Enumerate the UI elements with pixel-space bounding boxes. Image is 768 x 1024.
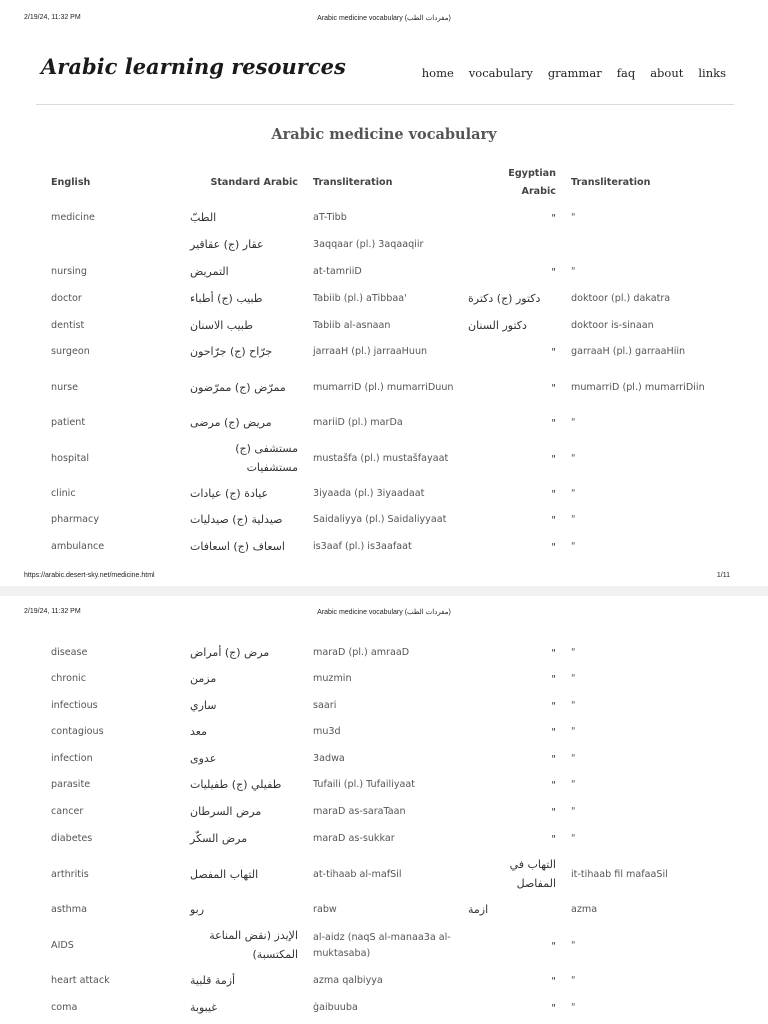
table-row: [0, 410, 768, 437]
cell-standard-arabic: الإيدز (نقض المناعة المكتسبة): [209, 929, 298, 961]
cell-transliteration: mumarriD (pl.) mumarriDuun: [313, 381, 454, 393]
col-egyptian-label: Egyptian Arabic: [508, 167, 556, 197]
cell-transliteration: muzmin: [313, 673, 352, 685]
table-row: [0, 437, 768, 481]
cell-egyptian-arabic: ": [551, 266, 556, 278]
cell-transliteration: at-tamriiD: [313, 265, 362, 277]
cell-transliteration: Saidaliyya (pl.) Saidaliyyaat: [313, 514, 447, 526]
table-row: [0, 481, 768, 507]
cell-transliteration: ġaibuuba: [313, 1002, 358, 1014]
cell-standard-arabic: طبيب (ج) أطباء: [190, 292, 263, 306]
cell-english: chronic: [51, 673, 86, 685]
table-row: [0, 897, 768, 924]
cell-egyptian-transliteration: ": [571, 939, 576, 951]
table-row: [0, 640, 768, 666]
cell-egyptian-arabic: دكتور (ج) دكترة: [468, 292, 541, 306]
cell-transliteration: maraD as-sukkar: [313, 833, 395, 845]
page-title: Arabic medicine vocabulary: [271, 126, 497, 143]
table-row: [0, 746, 768, 772]
cell-standard-arabic: طفيلي (ج) طفيليات: [190, 778, 282, 792]
print-page-number: 1/11: [716, 572, 730, 579]
cell-transliteration: at-tihaab al-mafSil: [313, 868, 402, 880]
nav-links[interactable]: links: [698, 66, 726, 80]
cell-standard-arabic: أزمة قلبية: [190, 974, 236, 988]
table-row: [0, 968, 768, 995]
main-nav: [422, 66, 726, 80]
cell-transliteration: al-aidz (naqS al-manaa3a al-muktasaba): [313, 931, 451, 959]
table-row: [0, 799, 768, 826]
cell-standard-arabic: عيادة (ج) عيادات: [190, 486, 269, 500]
table-row: [0, 313, 768, 339]
cell-egyptian-transliteration: ": [571, 699, 576, 711]
cell-english: pharmacy: [51, 514, 100, 526]
cell-transliteration: aT-Tibb: [313, 212, 347, 224]
print-datetime: 2/19/24, 11:32 PM: [24, 14, 81, 21]
cell-standard-arabic: التمريض: [190, 264, 229, 278]
table-row: [0, 534, 768, 560]
cell-egyptian-arabic: ": [551, 488, 556, 500]
cell-transliteration: mu3d: [313, 726, 341, 738]
print-doc-title: Arabic medicine vocabulary (مفردات الطب): [317, 609, 451, 616]
cell-egyptian-arabic: دكتور السنان: [468, 318, 527, 332]
cell-standard-arabic: ربو: [190, 903, 205, 917]
cell-egyptian-arabic: ": [551, 347, 556, 358]
cell-egyptian-transliteration: garraaH (pl.) garraaHiin: [571, 346, 686, 358]
cell-egyptian-arabic: ": [551, 453, 556, 465]
table-row: [0, 826, 768, 853]
cell-egyptian-transliteration: doktoor (pl.) dakatra: [571, 293, 671, 305]
cell-transliteration: 3adwa: [313, 752, 345, 764]
cell-standard-arabic: ممرّض (ج) ممرّضون: [190, 380, 286, 394]
cell-egyptian-transliteration: ": [571, 452, 576, 464]
cell-egyptian-arabic: ": [551, 727, 556, 738]
cell-egyptian-arabic: ": [551, 382, 556, 394]
table-row: [0, 666, 768, 693]
cell-transliteration: Tufaili (pl.) Tufailiyaat: [313, 779, 416, 791]
cell-egyptian-arabic: ": [551, 647, 556, 659]
cell-transliteration: jarraaH (pl.) jarraaHuun: [313, 346, 428, 358]
table-row: [0, 286, 768, 313]
table-row: [0, 853, 768, 897]
cell-english: infectious: [51, 699, 98, 711]
cell-egyptian-transliteration: ": [571, 806, 576, 818]
table-row: [0, 995, 768, 1022]
cell-egyptian-transliteration: ": [571, 975, 576, 987]
cell-transliteration: rabw: [313, 904, 337, 916]
table-row: [0, 258, 768, 286]
cell-standard-arabic: الطبّ: [190, 211, 217, 225]
print-doc-title: Arabic medicine vocabulary (مفردات الطب): [317, 15, 451, 22]
cell-english: doctor: [51, 293, 82, 305]
nav-grammar[interactable]: grammar: [547, 66, 602, 80]
cell-egyptian-transliteration: ": [571, 752, 576, 764]
cell-egyptian-arabic: ": [551, 834, 556, 845]
cell-egyptian-arabic: ": [551, 418, 556, 429]
nav-vocabulary[interactable]: vocabulary: [468, 66, 533, 80]
cell-english: asthma: [51, 904, 87, 916]
cell-egyptian-transliteration: ": [571, 487, 576, 499]
header-divider: [36, 104, 734, 105]
vocab-table-page-2: [0, 640, 768, 1022]
nav-home[interactable]: home: [421, 66, 454, 80]
cell-egyptian-transliteration: ": [571, 673, 576, 685]
table-header-row: [0, 162, 768, 204]
cell-english: contagious: [51, 726, 104, 738]
cell-transliteration: Tabiib al-asnaan: [313, 319, 391, 331]
cell-english: dentist: [51, 319, 85, 331]
cell-english: AIDS: [51, 939, 74, 951]
cell-egyptian-arabic: ": [551, 541, 556, 553]
table-row: [0, 924, 768, 968]
cell-standard-arabic: طبيب الاسنان: [190, 318, 253, 332]
cell-standard-arabic: مرض (ج) أمراض: [190, 645, 270, 659]
col-english: English: [51, 176, 91, 188]
cell-egyptian-transliteration: ": [571, 833, 576, 845]
cell-english: clinic: [51, 487, 76, 499]
cell-egyptian-transliteration: doktoor is-sinaan: [571, 319, 654, 331]
cell-egyptian-transliteration: ": [571, 514, 576, 526]
cell-english: arthritis: [51, 868, 89, 880]
cell-transliteration: maraD as-saraTaan: [313, 806, 406, 818]
col-transliteration: Transliteration: [313, 176, 393, 188]
print-url: https://arabic.desert-sky.net/medicine.html: [24, 572, 155, 579]
cell-egyptian-transliteration: ": [571, 212, 576, 224]
table-row: [0, 693, 768, 719]
table-row: [0, 772, 768, 799]
cell-english: nurse: [51, 381, 79, 393]
cell-standard-arabic: مرض السرطان: [190, 805, 262, 819]
col-transliteration-egyptian: Transliteration: [571, 176, 651, 188]
cell-english: [51, 233, 191, 258]
cell-english: disease: [51, 646, 88, 658]
cell-transliteration: mustašfa (pl.) mustašfayaat: [313, 452, 449, 464]
cell-english: hospital: [51, 452, 90, 464]
cell-english: coma: [51, 1002, 78, 1014]
cell-standard-arabic: التهاب المفصل: [190, 867, 259, 881]
cell-english: parasite: [51, 779, 91, 791]
vocab-table-page-1: [0, 162, 768, 560]
cell-english: diabetes: [51, 833, 93, 845]
table-row: [0, 233, 768, 258]
cell-transliteration: saari: [313, 699, 337, 711]
cell-transliteration: maraD (pl.) amraaD: [313, 646, 410, 658]
cell-standard-arabic: ساري: [190, 698, 217, 712]
cell-egyptian-arabic: ": [551, 674, 556, 685]
cell-standard-arabic: معد: [190, 725, 207, 739]
table-row: [0, 719, 768, 746]
cell-egyptian-transliteration: ": [571, 646, 576, 658]
cell-egyptian-arabic: ": [551, 780, 556, 791]
cell-english: surgeon: [51, 346, 90, 358]
site-title[interactable]: Arabic learning resources: [41, 54, 346, 79]
cell-standard-arabic: مزمن: [190, 672, 217, 686]
cell-egyptian-arabic: ": [551, 1003, 556, 1014]
cell-transliteration: mariiD (pl.) marDa: [313, 417, 403, 429]
cell-egyptian-transliteration: ": [571, 265, 576, 277]
cell-egyptian-transliteration: it-tihaab fil mafaaSil: [571, 868, 668, 880]
cell-egyptian-transliteration: mumarriD (pl.) mumarriDiin: [571, 381, 705, 393]
cell-english: ambulance: [51, 540, 105, 552]
cell-standard-arabic: صيدلية (ج) صيدليات: [190, 513, 283, 527]
table-row: [0, 366, 768, 410]
cell-transliteration: azma qalbiyya: [313, 975, 383, 987]
cell-english: heart attack: [51, 975, 110, 987]
cell-egyptian-arabic: ": [551, 976, 556, 987]
cell-egyptian-transliteration: ": [571, 417, 576, 429]
cell-transliteration: is3aaf (pl.) is3aafaat: [313, 540, 412, 552]
cell-egyptian-transliteration: ": [571, 540, 576, 552]
table-row: [0, 507, 768, 534]
cell-egyptian-transliteration: ": [571, 726, 576, 738]
nav-faq[interactable]: faq: [616, 66, 636, 80]
cell-egyptian-arabic: ": [551, 753, 556, 765]
cell-egyptian-arabic: ": [551, 515, 556, 526]
cell-english: cancer: [51, 806, 84, 818]
cell-standard-arabic: عدوى: [190, 751, 217, 765]
nav-about[interactable]: about: [650, 66, 684, 80]
cell-standard-arabic: مريض (ج) مرضى: [190, 416, 272, 430]
cell-standard-arabic: مرض السكّر: [190, 832, 248, 846]
col-egyptian-arabic: [468, 162, 556, 204]
cell-egyptian-transliteration: ": [571, 779, 576, 791]
cell-standard-arabic: جرّاح (ج) جرّاحون: [190, 345, 273, 359]
cell-standard-arabic: عقار (ج) عقاقير: [190, 238, 264, 252]
cell-egyptian-transliteration: azma: [571, 904, 598, 916]
cell-standard-arabic: غيبوبة: [190, 1001, 218, 1015]
cell-egyptian-arabic: التهاب في المفاصل: [509, 858, 556, 890]
print-datetime: 2/19/24, 11:32 PM: [24, 608, 81, 615]
cell-english: nursing: [51, 265, 87, 277]
cell-english: patient: [51, 417, 86, 429]
cell-egyptian-arabic: ": [551, 940, 556, 952]
table-row: [0, 339, 768, 366]
cell-egyptian-arabic: [468, 233, 556, 258]
cell-english: medicine: [51, 212, 95, 224]
cell-egyptian-arabic: ": [551, 700, 556, 712]
cell-egyptian-arabic: ": [551, 213, 556, 224]
col-standard-arabic: Standard Arabic: [210, 176, 298, 188]
cell-egyptian-arabic: ": [551, 807, 556, 818]
cell-standard-arabic: اسعاف (ج) اسعافات: [190, 539, 285, 553]
cell-egyptian-transliteration: [571, 233, 761, 258]
cell-egyptian-arabic: ازمة: [468, 903, 489, 917]
cell-transliteration: Tabiib (pl.) aTibbaa': [313, 293, 407, 305]
cell-egyptian-transliteration: ": [571, 1002, 576, 1014]
table-row: [0, 204, 768, 233]
cell-transliteration: 3aqqaar (pl.) 3aqaaqiir: [313, 239, 424, 251]
cell-english: infection: [51, 752, 93, 764]
cell-transliteration: 3iyaada (pl.) 3iyaadaat: [313, 487, 425, 499]
cell-standard-arabic: مستشفى (ج) مستشفيات: [235, 442, 298, 474]
